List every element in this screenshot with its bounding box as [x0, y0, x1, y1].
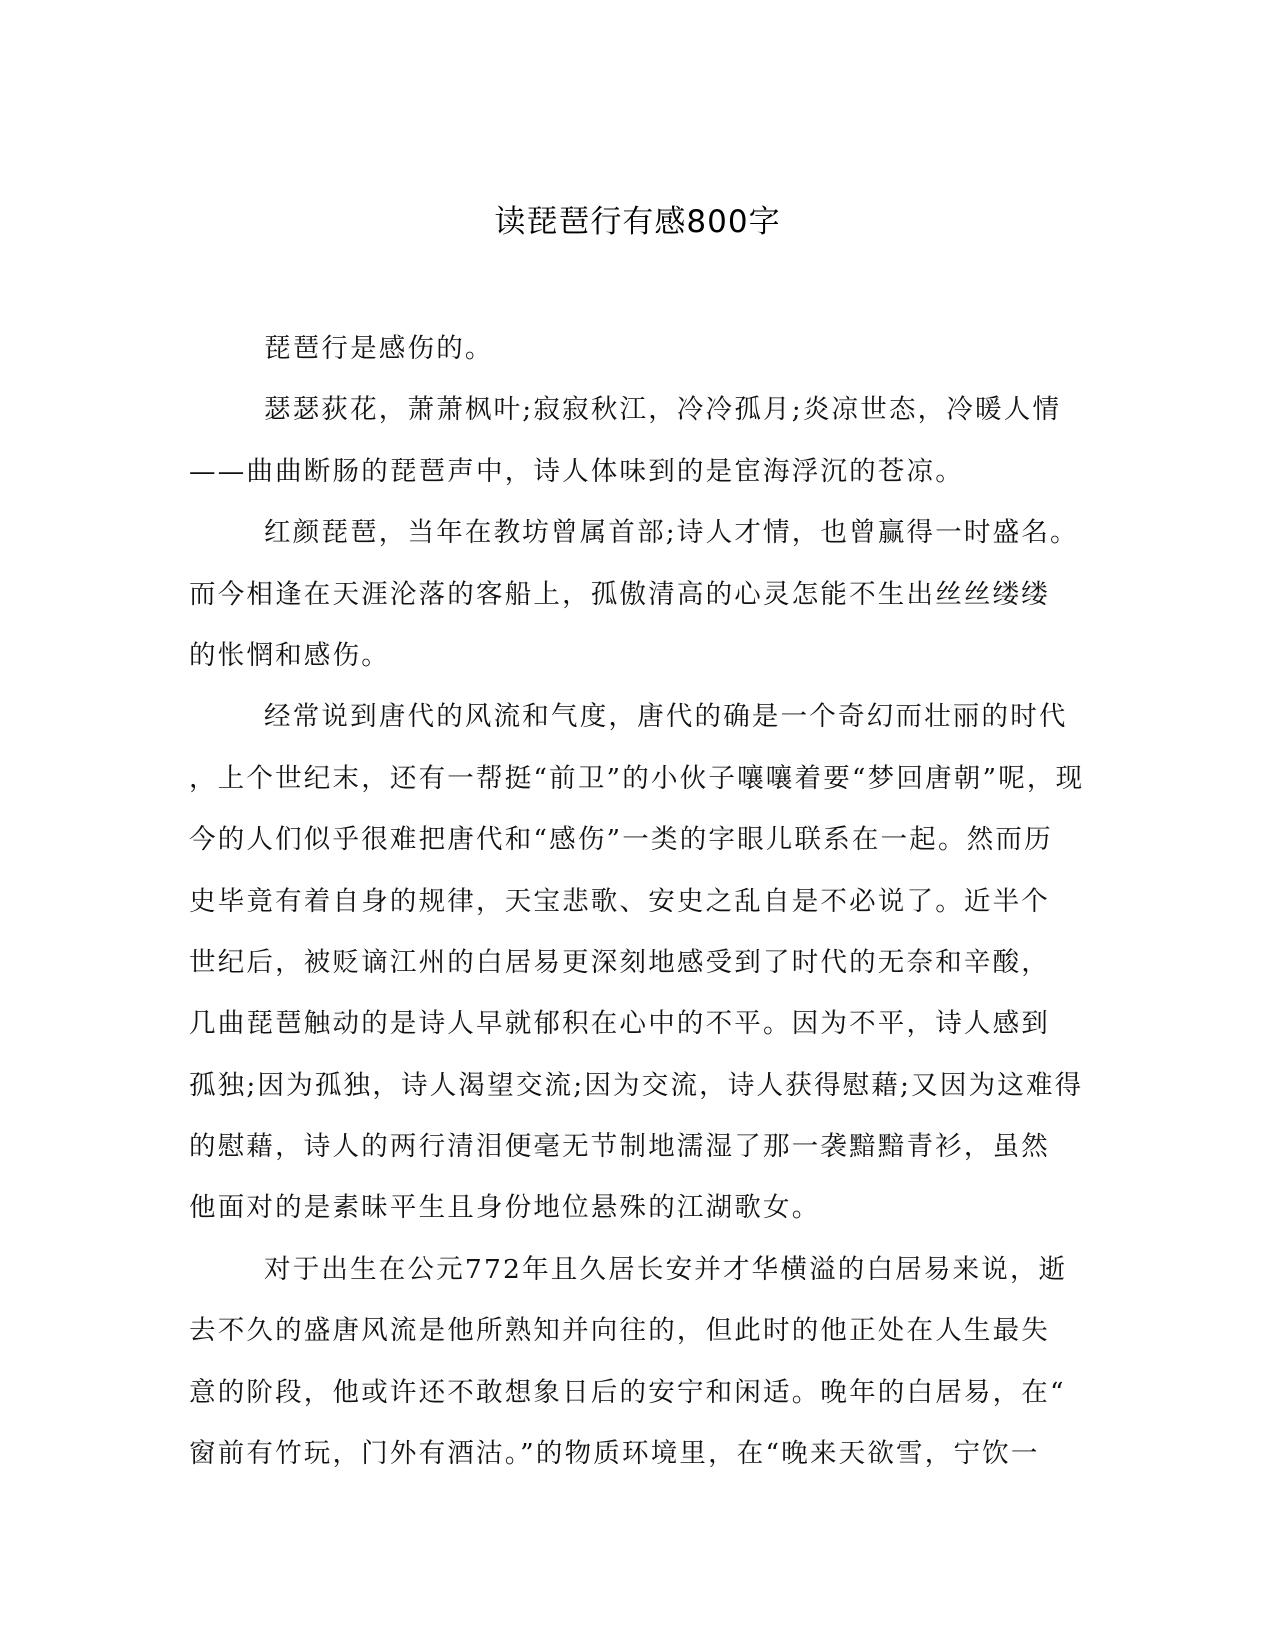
body-line: 窗前有竹玩，门外有酒沽。”的物质环境里，在“晚来天欲雪，宁饮一: [189, 1438, 1040, 1470]
body-line: 的怅惘和感伤。: [189, 639, 390, 671]
body-line: 瑟瑟荻花，萧萧枫叶;寂寂秋江，冷冷孤月;炎凉世态，冷暖人情: [264, 394, 1062, 426]
body-line: ，上个世纪末，还有一帮挺“前卫”的小伙子嚷嚷着要“梦回唐朝”呢，现: [189, 762, 1085, 794]
body-line: 世纪后，被贬谪江州的白居易更深刻地感受到了时代的无奈和辛酸，: [189, 946, 1050, 978]
body-line: ——曲曲断肠的琵琶声中，诗人体味到的是宦海浮沉的苍凉。: [189, 455, 964, 487]
body-line: 孤独;因为孤独，诗人渴望交流;因为交流，诗人获得慰藉;又因为这难得: [189, 1069, 1084, 1101]
body-line: 他面对的是素昧平生且身份地位悬殊的江湖歌女。: [189, 1192, 821, 1224]
document-body: [189, 327, 1085, 1493]
body-line: 而今相逢在天涯沦落的客船上，孤傲清高的心灵怎能不生出丝丝缕缕: [189, 578, 1050, 610]
body-line: 去不久的盛唐风流是他所熟知并向往的，但此时的他正处在人生最失: [189, 1315, 1050, 1347]
body-line: 红颜琵琶，当年在教坊曾属首部;诗人才情，也曾赢得一时盛名。: [264, 517, 1079, 549]
document-title: 读琵琶行有感800字: [494, 204, 781, 240]
body-line: 史毕竟有着自身的规律，天宝悲歌、安史之乱自是不必说了。近半个: [189, 885, 1050, 917]
body-line: 几曲琵琶触动的是诗人早就郁积在心中的不平。因为不平，诗人感到: [189, 1008, 1050, 1040]
body-line: 的慰藉，诗人的两行清泪便毫无节制地濡湿了那一袭黯黯青衫，虽然: [189, 1131, 1050, 1163]
body-line: 琵琶行是感伤的。: [264, 333, 494, 364]
body-line: 今的人们似乎很难把唐代和“感伤”一类的字眼儿联系在一起。然而历: [189, 824, 1053, 856]
body-line: 经常说到唐代的风流和气度，唐代的确是一个奇幻而壮丽的时代: [264, 701, 1068, 733]
body-line: 意的阶段，他或许还不敢想象日后的安宁和闲适。晚年的白居易，在“: [189, 1376, 1066, 1408]
body-line: 对于出生在公元772年且久居长安并才华横溢的白居易来说，逝: [264, 1253, 1068, 1285]
